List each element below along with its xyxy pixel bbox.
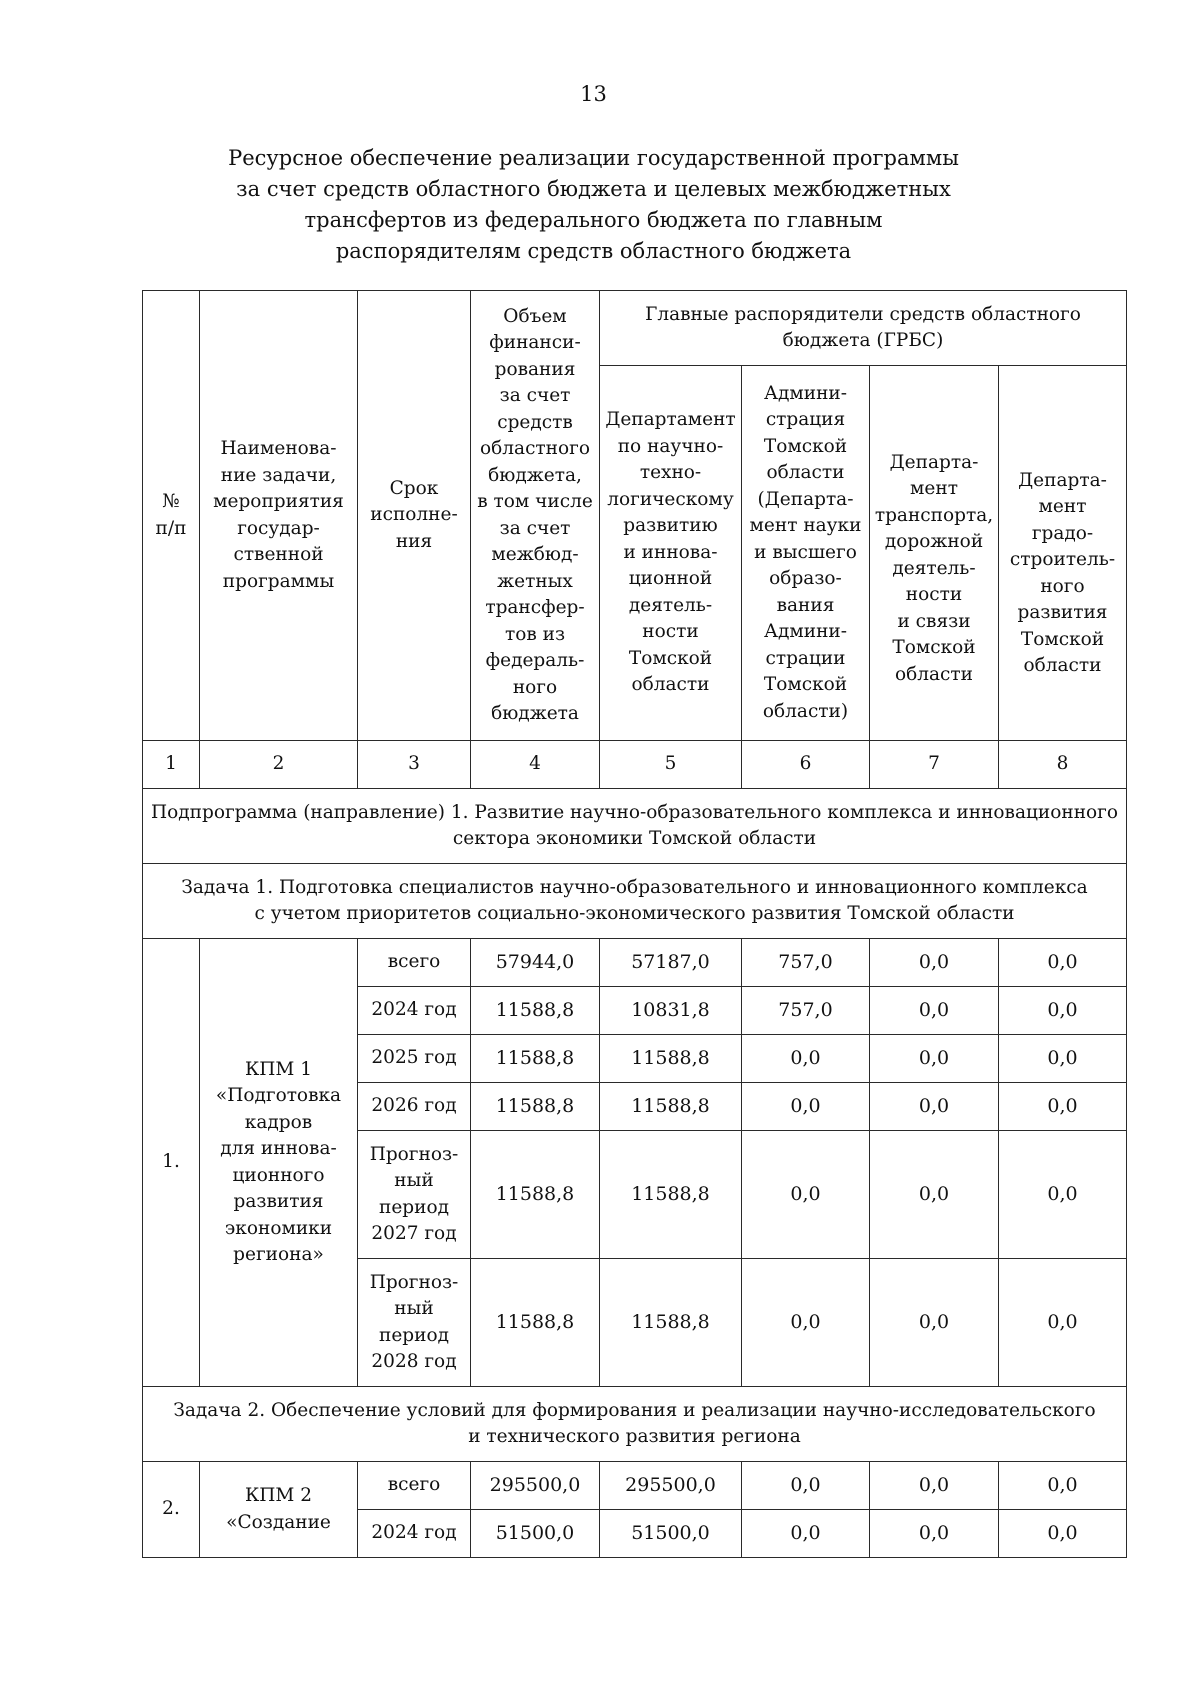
column-number: 1 <box>143 741 200 789</box>
header-line: государ- <box>237 517 320 539</box>
name-line: КПМ 1 <box>244 1058 313 1080</box>
term-line: период <box>379 1324 449 1346</box>
header-line: и высшего <box>754 541 857 563</box>
value-cell: 51500,0 <box>471 1510 600 1558</box>
name-line: «Создание <box>226 1511 331 1533</box>
header-line: ного <box>512 676 558 698</box>
header-line: Срок <box>389 477 439 499</box>
header-line: Объем <box>503 305 567 327</box>
task-row <box>143 1387 1127 1462</box>
header-line: п/п <box>155 517 187 539</box>
name-line: развития <box>233 1191 324 1212</box>
value-cell: 0,0 <box>870 1131 999 1259</box>
term-cell: 2024 год <box>358 987 471 1035</box>
subprogram-title <box>143 789 1127 864</box>
header-line: области) <box>762 700 849 722</box>
term-line: 2027 год <box>371 1223 457 1244</box>
column-number: 8 <box>999 741 1127 789</box>
header-line: мент <box>1038 496 1087 517</box>
header-line: мент <box>910 478 958 500</box>
term-cell: всего <box>358 1462 471 1510</box>
name-line: ционного <box>232 1164 325 1186</box>
term-cell <box>358 1259 471 1387</box>
header-line: исполне- <box>370 504 458 526</box>
header-line: страции <box>765 647 846 669</box>
header-line: средств <box>497 411 573 433</box>
value-cell: 0,0 <box>742 1462 870 1510</box>
term-line: 2028 год <box>371 1351 457 1372</box>
value-cell: 0,0 <box>870 939 999 987</box>
header-line: межбюд- <box>491 544 579 565</box>
header-line: транспорта, <box>874 504 994 526</box>
term-line: ный <box>394 1170 434 1191</box>
column-number: 6 <box>742 741 870 789</box>
value-cell: 0,0 <box>999 1462 1127 1510</box>
title-line: трансфертов из федерального бюджета по главным <box>304 208 883 232</box>
header-line: ности <box>905 584 963 606</box>
measure-name <box>200 1462 358 1558</box>
document-title <box>0 143 1187 267</box>
column-numbers-row <box>143 741 1127 789</box>
value-cell: 0,0 <box>999 1259 1127 1387</box>
header-term <box>358 291 471 741</box>
section-line: и технического развития региона <box>468 1426 801 1447</box>
resource-table <box>142 290 1127 1558</box>
header-line: области <box>895 663 973 685</box>
subprogram-row <box>143 789 1127 864</box>
header-line: за счет <box>499 385 571 406</box>
header-line: ного <box>1040 575 1085 597</box>
value-cell: 0,0 <box>870 1259 999 1387</box>
header-line: мероприятия <box>213 491 344 512</box>
header-line: бюджета (ГРБС) <box>782 330 944 351</box>
header-volume <box>471 291 600 741</box>
header-line: за счет <box>499 517 571 539</box>
value-cell: 0,0 <box>999 1510 1127 1558</box>
header-dept-urban <box>999 366 1127 741</box>
value-cell: 0,0 <box>999 1083 1127 1131</box>
header-line: дорожной <box>884 531 984 553</box>
header-line: ние задачи, <box>220 464 337 486</box>
header-line: Департа- <box>1018 469 1107 491</box>
value-cell: 0,0 <box>999 987 1127 1035</box>
header-line: вания <box>776 594 835 616</box>
column-number: 3 <box>358 741 471 789</box>
header-line: деятель- <box>628 594 713 616</box>
header-administration <box>742 366 870 741</box>
task-2-title <box>143 1387 1127 1462</box>
header-line: страция <box>765 409 846 431</box>
header-line: техно- <box>639 462 702 484</box>
value-cell: 0,0 <box>870 1083 999 1131</box>
header-line: в том числе <box>477 491 593 512</box>
header-dept-transport <box>870 366 999 741</box>
header-number <box>143 291 200 741</box>
header-line: Админи- <box>763 382 848 404</box>
header-line: Департамент <box>605 409 736 431</box>
header-line: развитию <box>623 515 718 537</box>
header-line: финанси- <box>489 332 581 353</box>
measure-name <box>200 939 358 1387</box>
section-line: с учетом приоритетов социально-экономического развития Томской области <box>254 903 1015 924</box>
value-cell: 11588,8 <box>600 1035 742 1083</box>
header-line: области <box>631 674 710 696</box>
header-grbs <box>600 291 1127 366</box>
term-cell: 2025 год <box>358 1035 471 1083</box>
header-line: жетных <box>497 570 573 592</box>
header-line: областного <box>480 438 590 459</box>
term-cell <box>358 1131 471 1259</box>
value-cell: 0,0 <box>999 1131 1127 1259</box>
section-line: Подпрограмма (направление) 1. Развитие научно-образовательного комплекса и инновационного <box>150 801 1118 823</box>
header-line: тов из <box>504 623 566 645</box>
header-line: (Департа- <box>757 488 854 510</box>
header-line: области <box>766 462 845 484</box>
term-cell: всего <box>358 939 471 987</box>
header-line: программы <box>222 570 335 592</box>
value-cell: 757,0 <box>742 987 870 1035</box>
title-line: Ресурсное обеспечение реализации государственной программы <box>228 146 959 170</box>
value-cell: 0,0 <box>870 1035 999 1083</box>
header-name <box>200 291 358 741</box>
column-number: 7 <box>870 741 999 789</box>
section-line: Задача 2. Обеспечение условий для формирования и реализации научно-исследовательского <box>173 1399 1096 1421</box>
header-line: бюджета, <box>488 464 582 486</box>
term-cell: 2026 год <box>358 1083 471 1131</box>
column-number: 5 <box>600 741 742 789</box>
value-cell: 11588,8 <box>471 1131 600 1259</box>
title-line: за счет средств областного бюджета и целевых межбюджетных <box>236 177 951 201</box>
value-cell: 0,0 <box>742 1259 870 1387</box>
page-number: 13 <box>580 82 607 106</box>
value-cell: 11588,8 <box>600 1259 742 1387</box>
name-line: экономики <box>224 1217 333 1239</box>
header-line: и связи <box>897 610 971 632</box>
value-cell: 0,0 <box>999 939 1127 987</box>
value-cell: 11588,8 <box>471 987 600 1035</box>
value-cell: 0,0 <box>742 1083 870 1131</box>
header-line: области <box>1023 655 1102 676</box>
header-line: развития <box>1017 602 1108 623</box>
value-cell: 295500,0 <box>471 1462 600 1510</box>
name-line: для иннова- <box>220 1138 337 1159</box>
header-line: деятель- <box>892 557 976 579</box>
value-cell: 0,0 <box>870 987 999 1035</box>
value-cell: 11588,8 <box>600 1083 742 1131</box>
value-cell: 11588,8 <box>471 1259 600 1387</box>
term-line: период <box>379 1196 449 1218</box>
header-line: логическому <box>607 488 734 510</box>
value-cell: 295500,0 <box>600 1462 742 1510</box>
column-number: 4 <box>471 741 600 789</box>
row-number: 1. <box>143 939 200 1387</box>
value-cell: 11588,8 <box>471 1035 600 1083</box>
column-number: 2 <box>200 741 358 789</box>
header-line: № <box>162 491 180 512</box>
term-line: ный <box>394 1298 434 1319</box>
header-line: рования <box>494 358 576 380</box>
header-line: ственной <box>233 544 324 565</box>
task-row <box>143 864 1127 939</box>
value-cell: 10831,8 <box>600 987 742 1035</box>
header-line: градо- <box>1031 522 1094 544</box>
header-line: Томской <box>763 674 848 696</box>
header-line: ности <box>642 621 699 643</box>
term-line: Прогноз- <box>369 1271 459 1293</box>
header-line: Главные распорядители средств областного <box>645 303 1081 325</box>
header-row <box>143 291 1127 366</box>
section-line: сектора экономики Томской области <box>452 828 817 849</box>
term-line: Прогноз- <box>369 1143 459 1165</box>
value-cell: 57944,0 <box>471 939 600 987</box>
value-cell: 0,0 <box>870 1462 999 1510</box>
value-cell: 51500,0 <box>600 1510 742 1558</box>
value-cell: 757,0 <box>742 939 870 987</box>
value-cell: 11588,8 <box>471 1083 600 1131</box>
header-line: Департа- <box>889 451 979 473</box>
header-line: федераль- <box>485 650 585 671</box>
header-line: трансфер- <box>485 597 585 618</box>
row-number: 2. <box>143 1462 200 1558</box>
value-cell: 0,0 <box>999 1035 1127 1083</box>
header-line: мент науки <box>749 515 862 537</box>
name-line: КПМ 2 <box>244 1485 313 1506</box>
header-line: и иннова- <box>623 541 718 563</box>
value-cell: 57187,0 <box>600 939 742 987</box>
value-cell: 0,0 <box>742 1035 870 1083</box>
header-line: Томской <box>892 637 976 659</box>
task-1-title <box>143 864 1127 939</box>
header-line: Наименова- <box>220 438 337 459</box>
header-line: ния <box>395 530 433 552</box>
header-line: строитель- <box>1009 549 1116 570</box>
name-line: «Подготовка <box>215 1085 342 1106</box>
term-cell: 2024 год <box>358 1510 471 1558</box>
value-cell: 0,0 <box>742 1510 870 1558</box>
value-cell: 11588,8 <box>600 1131 742 1259</box>
header-line: Томской <box>628 647 713 669</box>
value-cell: 0,0 <box>870 1510 999 1558</box>
name-line: кадров <box>244 1111 313 1133</box>
table-row <box>143 1462 1127 1510</box>
header-line: Админи- <box>763 621 848 643</box>
header-line: бюджета <box>491 703 579 724</box>
header-line: Томской <box>1020 628 1105 650</box>
header-dept-science <box>600 366 742 741</box>
table-row <box>143 939 1127 987</box>
name-line: региона» <box>233 1244 324 1265</box>
header-line: ционной <box>628 568 713 590</box>
header-line: по научно- <box>617 435 724 457</box>
header-line: образо- <box>769 568 842 590</box>
section-line: Задача 1. Подготовка специалистов научно-образовательного и инновационного комплекса <box>181 876 1088 898</box>
title-line: распорядителям средств областного бюджета <box>335 239 852 263</box>
header-line: Томской <box>763 435 848 457</box>
value-cell: 0,0 <box>742 1131 870 1259</box>
